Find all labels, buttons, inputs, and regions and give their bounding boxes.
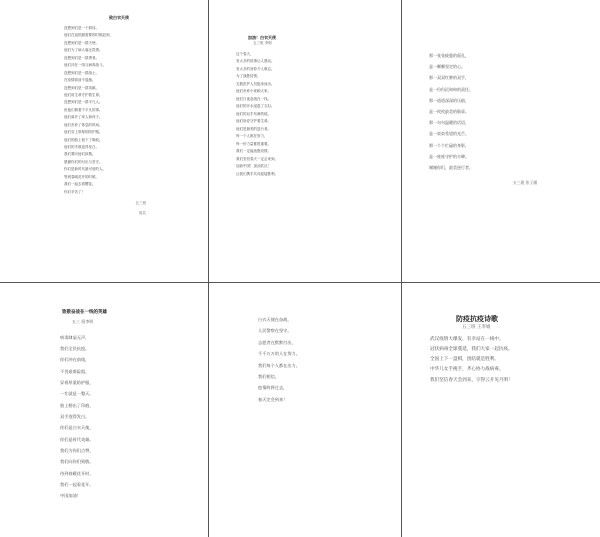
poem-line: 是一座座守护的丰碑。 xyxy=(429,153,469,159)
poem-line: 你们是新时代最可爱的人。 xyxy=(64,167,106,172)
poem-line: 没想到们是一群天使。 xyxy=(64,40,99,45)
poem-line: 他们日夜奋战在一线。 xyxy=(236,96,271,101)
poem-line: 无数医护人员挺身而出。 xyxy=(236,81,275,86)
poem-line: 有太多的故事让人感动。 xyxy=(236,59,275,63)
poem-line: 我们坚信春天一定会来到。 xyxy=(236,156,278,161)
poem-line: 是一束束希望的光芒。 xyxy=(429,131,469,137)
poem-line: 那一张张疲惫的面孔， xyxy=(429,53,469,58)
poem-line: 等到春暖花开的时候， xyxy=(64,174,99,179)
poem-line: 感谢你们的付出与坚守。 xyxy=(64,159,103,164)
author-name: 姓名 xyxy=(139,211,146,216)
poem-line: 不畏艰难险阻。 xyxy=(60,368,90,374)
poem-line: 冠状病毒全球蔓延，我们大家一起抗疫。 xyxy=(430,346,513,352)
document-page-3 xyxy=(429,50,569,200)
poem-line: 他们在祖国最需要的时候赶到， xyxy=(64,33,113,38)
poem-line: 是一枚枚最美的勋章。 xyxy=(429,108,469,114)
page-title: 致敬奋战在一线的英雄 xyxy=(62,310,107,315)
document-page-6 xyxy=(430,315,580,405)
poem-line: 是一份份沉甸甸的责任。 xyxy=(429,86,473,92)
poem-line: 中华儿女手挽手，齐心协力战病毒。 xyxy=(430,367,504,373)
author-byline: 五三班 李明 xyxy=(253,41,272,45)
poem-line: 我们每个人都在出力。 xyxy=(258,362,300,368)
poem-line: 在疫情面前不退缩。 xyxy=(64,78,96,83)
poem-line: 我们一起去看樱花。 xyxy=(64,182,96,187)
poem-line: 志愿者在默默付出， xyxy=(258,339,296,345)
poem-line: 没想到们是一群战士。 xyxy=(64,70,99,75)
poem-line: 他们为了病人毫无畏惧。 xyxy=(64,48,103,53)
author-class: 五三班 xyxy=(135,201,146,206)
poem-line: 穿着厚重防护服， xyxy=(60,379,94,385)
poem-line: 谢谢你们，最美逆行者。 xyxy=(429,164,473,170)
poem-line: 白衣天使在奋战， xyxy=(258,317,292,322)
poem-line: 待到春暖花开时， xyxy=(60,470,94,476)
poem-line: 为了战胜疫情， xyxy=(236,74,261,78)
poem-line: 我们相信， xyxy=(258,373,279,379)
poem-line: 没想到们是一群平凡人。 xyxy=(64,100,103,105)
poem-line: 这个春天， xyxy=(236,51,254,56)
poem-line: 一忙就是一整天。 xyxy=(60,391,94,397)
poem-line: 病毒肆虐无声， xyxy=(60,334,90,340)
poem-line: 他们用爱守护着生命。 xyxy=(236,119,271,123)
author-byline: 五三班 张子涵 xyxy=(513,180,537,186)
poem-line: 我们全民抗疫。 xyxy=(60,345,90,351)
document-page-5 xyxy=(258,314,358,434)
poem-line: 我们为你们点赞， xyxy=(60,447,94,453)
poem-line: 他们冲在一线与病毒战斗。 xyxy=(64,63,106,68)
poem-line: 有太多的身影令人难忘。 xyxy=(236,66,275,71)
document-page-1 xyxy=(64,15,174,216)
poem-line: 千千万万的人在努力。 xyxy=(258,351,300,357)
poem-line: 他们的双手布满伤痕。 xyxy=(236,111,271,116)
poem-line: 他们舍弃小家顾大家。 xyxy=(236,89,271,93)
poem-line: 春天定会到来！ xyxy=(258,396,288,402)
document-page-4 xyxy=(60,311,180,511)
poem-line: 我们要向他们致敬。 xyxy=(64,152,96,157)
row-divider xyxy=(0,282,600,283)
poem-line: 他们的脸上留下了勒痕。 xyxy=(64,137,103,142)
poem-line: 是一颗颗坚定的心。 xyxy=(429,64,465,70)
poem-line: 人民警察在坚守。 xyxy=(258,328,292,334)
poem-line: 没想到们是一群勇者。 xyxy=(64,55,99,60)
poem-line: 你们冲在前线， xyxy=(60,357,90,363)
page-title: 致白衣天使 xyxy=(109,15,129,20)
poem-line: 你们是时代英雄。 xyxy=(60,436,94,442)
poem-line: 他们是最美的逆行者。 xyxy=(236,126,271,131)
poem-line: 他们离开了家人和孩子。 xyxy=(64,115,103,120)
poem-line: 他们的汗水浸湿了衣衫。 xyxy=(236,104,275,108)
poem-line: 我们一起看花开。 xyxy=(60,481,94,487)
poem-line: 但他们做着不平凡的事。 xyxy=(64,107,103,112)
poem-line: 中国加油！ xyxy=(60,493,81,499)
poem-line: 脸上勒出了印痕， xyxy=(60,402,94,408)
poem-line: 我们一定能战胜疫情。 xyxy=(236,149,271,153)
poem-line: 让我们携手共同迎接胜利。 xyxy=(236,171,278,176)
poem-line: 没想到们是一个群体。 xyxy=(64,26,99,30)
poem-line: 每一个人都在努力， xyxy=(236,134,268,138)
poem-line: 我们向你们致敬。 xyxy=(60,459,94,465)
poem-line: 每一份力量都很重要。 xyxy=(236,141,271,146)
poem-line: 那一双双红肿的双手， xyxy=(429,75,469,81)
poem-line: 疫情终将过去， xyxy=(258,385,288,391)
poem-line: 加油中国！加油武汉！ xyxy=(236,164,271,168)
page-title: 防疫抗疫诗歌 xyxy=(456,314,498,323)
author-byline: 五三班 王李娟 xyxy=(462,325,491,330)
poem-line: 你们辛苦了！ xyxy=(64,189,85,194)
poem-line: 全国上下一盘棋，团结就是胜利。 xyxy=(430,357,499,363)
column-divider-left xyxy=(208,0,209,537)
poem-line: 他们舍弃了休息的时间。 xyxy=(64,122,103,127)
author-byline: 五三 班李明 xyxy=(72,318,94,324)
poem-line: 那一个个忙碌的身影， xyxy=(429,142,469,148)
column-divider-right xyxy=(401,0,402,537)
document-page-2 xyxy=(236,36,326,206)
page-title: 加油！白衣天使 xyxy=(248,35,276,40)
poem-line: 他们的手被泡得发白。 xyxy=(64,145,99,149)
poem-line: 那一道道深深的压痕， xyxy=(429,97,469,103)
poem-line: 他们穿上厚厚的防护服。 xyxy=(64,130,103,135)
poem-line: 武汉疫情大爆发，有幸站在一线中。 xyxy=(430,336,504,342)
poem-line: 你们是白衣天使， xyxy=(60,425,94,431)
poem-line: 没想到们是一群英雄。 xyxy=(64,85,99,90)
poem-line: 我们坚信春天会到来，守得云开见月明！ xyxy=(430,377,513,383)
poem-line: 他们用生命守护着生命。 xyxy=(64,92,103,97)
poem-line: 双手泡得发白。 xyxy=(60,413,90,419)
poem-line: 那一句句温暖的话语， xyxy=(429,120,469,126)
